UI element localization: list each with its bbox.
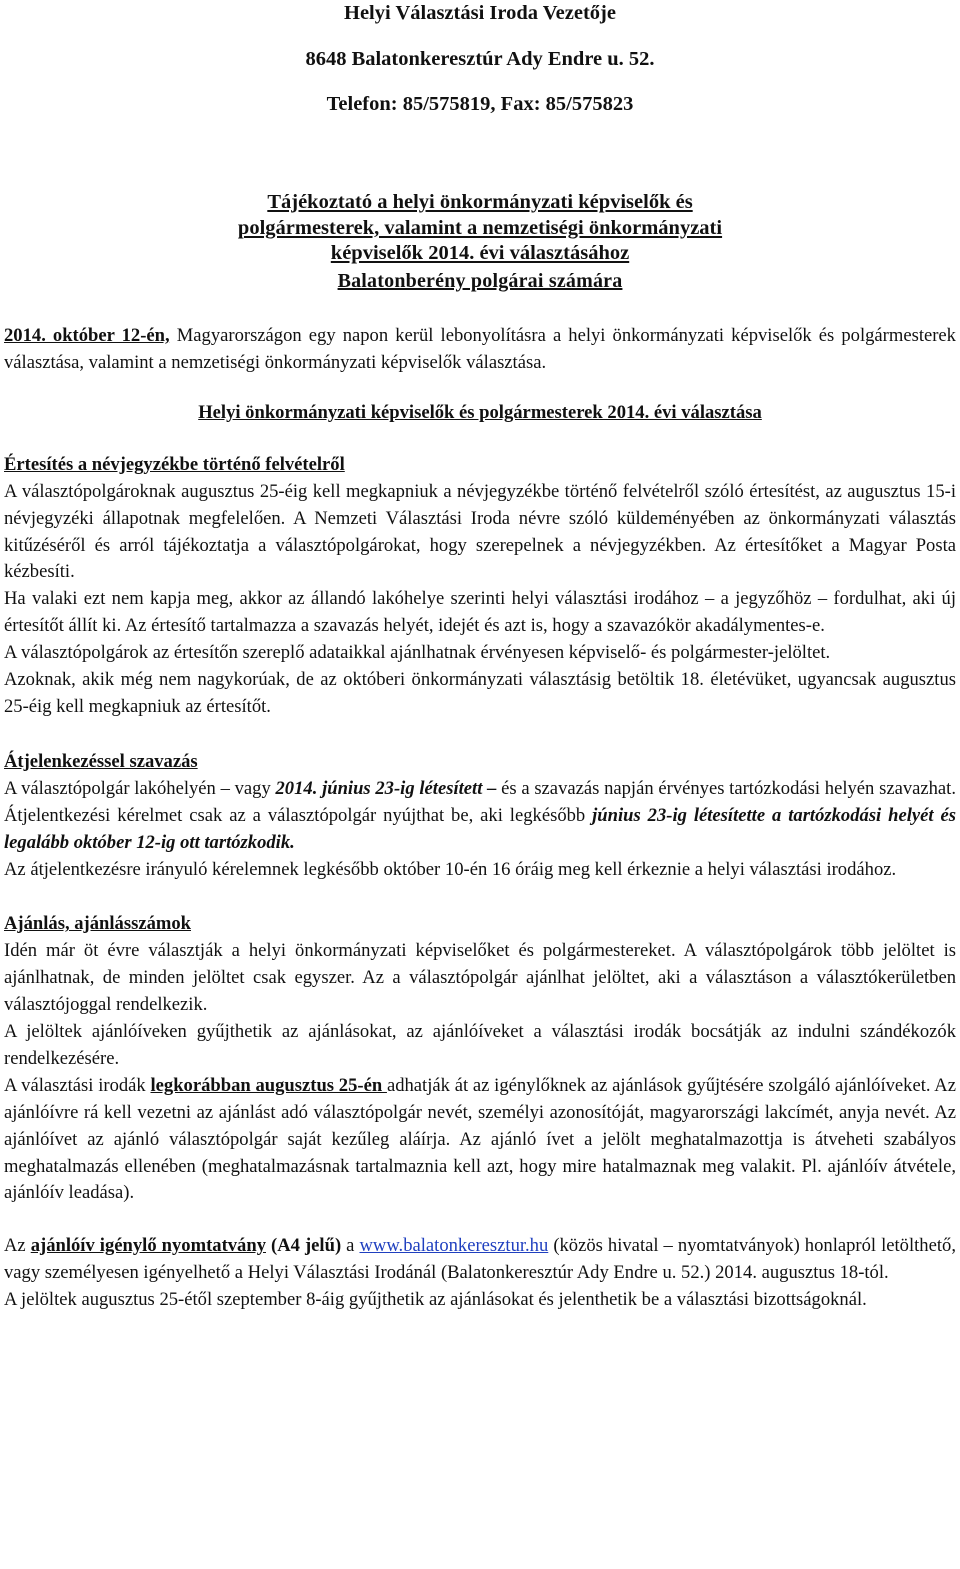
website-link[interactable]: www.balatonkeresztur.hu [359, 1235, 549, 1257]
heading-notification: Értesítés a névjegyzékbe történő felvételről [4, 453, 345, 475]
nominations-paragraph-4 [4, 1233, 956, 1287]
heading-transfer-voting: Átjelenkezéssel szavazás [4, 750, 198, 772]
form-code: (A4 jelű) [266, 1235, 342, 1257]
document-title-line-1: Tájékoztató a helyi önkormányzati képviselők és [267, 191, 693, 213]
transfer-text-c: és a szavazás napján érvényes tartózkodási helyén szavazhat. Átjelentkezési kérelmet csak az a választópolgár nyújthat be, aki legkésőbb [4, 777, 956, 826]
intro-date: 2014. október 12-én, [4, 325, 170, 347]
nominations-paragraph-1: Idén már öt évre választják a helyi önkormányzati képviselőket és polgármestereket. A választópolgárok több jelöltet is ajánlhatnak, de minden jelöltet csak egyszer. Az a választópolgár ajánlhat jelöltet, aki a választáson a választókerületben választójoggal rendelkezik. [4, 940, 956, 1016]
form-text-a: Az [4, 1235, 31, 1257]
form-name: ajánlóív igénylő nyomtatvány [30, 1235, 266, 1257]
transfer-deadline-emphasis: 2014. június 23-ig létesített – [275, 777, 497, 799]
document-title-line-3: képviselők 2014. évi választásához [330, 242, 630, 265]
document-title-line-4: Balatonberény polgárai számára [337, 270, 623, 293]
transfer-condition-emphasis: június 23-ig létesítette a tartózkodási helyét és legalább október 12-ig ott tartózkodik. [4, 804, 956, 853]
notification-paragraph-4: Azoknak, akik még nem nagykorúak, de az októberi önkormányzati választásig betöltik 18. életévüket, ugyancsak augusztus 25-éig kell megkapniuk az értesítőt. [4, 669, 956, 717]
heading-nominations: Ajánlás, ajánlásszámok [4, 913, 191, 935]
office-head-title: Helyi Választási Iroda Vezetője [344, 2, 616, 24]
notification-paragraph-2: Ha valaki ezt nem kapja meg, akkor az állandó lakóhelye szerinti helyi választási irodához – a jegyzőhöz – fordulhat, aki új értesítőt állít ki. Az értesítő tartalmazza a szavazás helyét, idejét és azt is, hogy a szavazókör akadálymentes-e. [4, 588, 956, 637]
document-title-line-2: polgármesterek, valamint a nemzetiségi önkormányzati [237, 216, 723, 239]
transfer-paragraph-1 [4, 776, 956, 857]
intro-text: Magyarországon egy napon kerül lebonyolításra a helyi önkormányzati képviselők és polgármesterek választása, valamint a nemzetiségi önkormányzati képviselők választása. [4, 325, 956, 374]
section-subtitle: Helyi önkormányzati képviselők és polgármesterek 2014. évi választása [198, 401, 762, 423]
nominations-paragraph-3 [4, 1073, 956, 1208]
nominations-text-a: A választási irodák [4, 1074, 151, 1096]
intro-paragraph [4, 323, 956, 377]
transfer-text-a: A választópolgár lakóhelyén – vagy [4, 777, 276, 799]
form-text-d: a [341, 1235, 360, 1257]
form-text-e: (közös hivatal – nyomtatványok) honlapról letölthető, vagy személyesen igényelhető a Helyi Választási Irodánál (Balatonkeresztúr Ady Endre u. 52.) 2014. augusztus 18-tól. [4, 1235, 956, 1284]
notification-paragraph-1: A választópolgároknak augusztus 25-éig kell megkapniuk a névjegyzékbe történő felvételről szóló értesítést, az augusztus 15-i névjegyzéki állapotnak megfelelően. A Nemzeti Választási Iroda névre szóló küldeményében az önkormányzati választás kitűzéséről és arról tájékoztatja a választópolgárokat, hogy szerepelnek a névjegyzékben. Az értesítőket a Magyar Posta kézbesíti. [4, 480, 956, 583]
notification-paragraph-3: A választópolgárok az értesítőn szereplő adataikkal ajánlhatnak érvényesen képviselő- és polgármester-jelöltet. [4, 642, 831, 664]
nominations-paragraph-5: A jelöltek augusztus 25-étől szeptember 8-áig gyűjthetik az ajánlásokat és jelenthetik be a választási bizottságoknál. [4, 1289, 867, 1311]
office-phone-fax: Telefon: 85/575819, Fax: 85/575823 [326, 93, 634, 115]
office-address: 8648 Balatonkeresztúr Ady Endre u. 52. [305, 47, 655, 70]
transfer-paragraph-2: Az átjelentkezésre irányuló kérelemnek legkésőbb október 10-én 16 óráig meg kell érkeznie a helyi választási irodához. [4, 858, 897, 880]
nominations-text-c: adhatják át az igénylőknek az ajánlások gyűjtésére szolgáló ajánlóíveket. Az ajánlóívre rá kell vezetni az ajánlást adó választópolgár nevét, személyi azonosítóját, magyarországi lakcímét, anyja nevét. Az ajánlóívet az ajánló választópolgár saját kezűleg aláírja. Az ajánló ívet a jelölt meghatalmazottja is átveheti szabályos meghatalmazás ellenében (meghatalmazásnak tartalmaznia kell azt, hogy mire hatalmaznak meg valakit. Pl. ajánlóív átvétele, ajánlóív leadása). [4, 1074, 956, 1204]
nominations-paragraph-2: A jelöltek ajánlóíveken gyűjthetik az ajánlásokat, az ajánlóíveket a választási irodák bocsátják az indulni szándékozók rendelkezésére. [4, 1021, 956, 1069]
nominations-earliest-date: legkorábban augusztus 25-én [150, 1074, 387, 1096]
